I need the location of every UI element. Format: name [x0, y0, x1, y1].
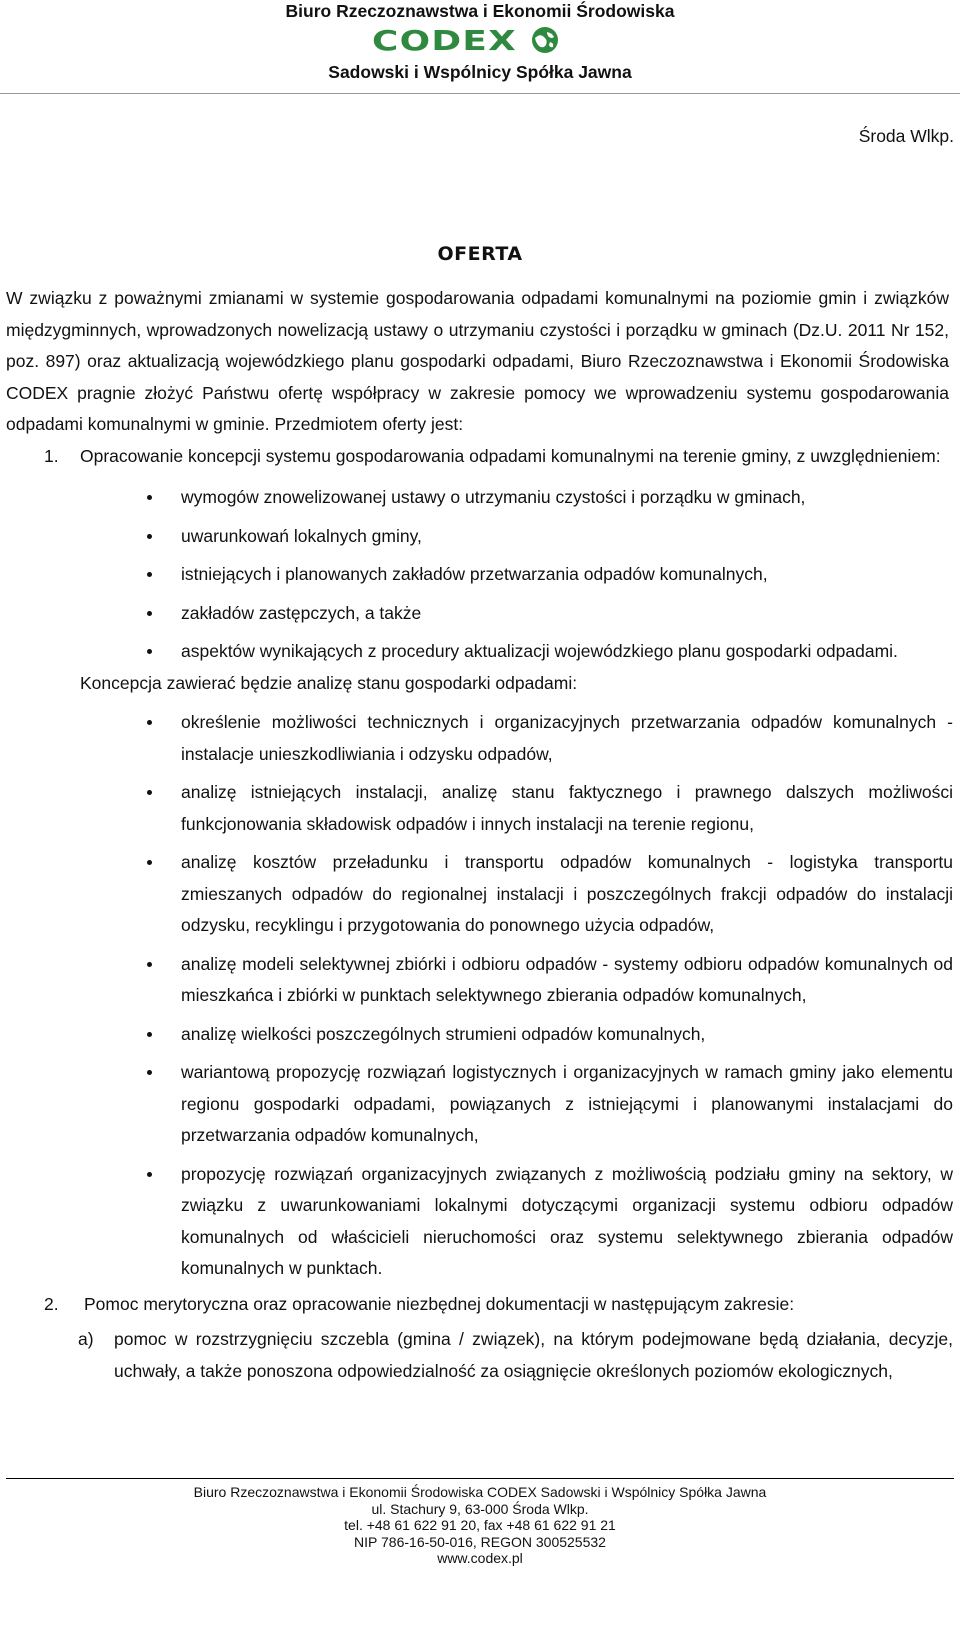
bullet-icon [147, 962, 152, 967]
codex-logo [372, 23, 518, 57]
footer-company: Biuro Rzeczoznawstwa i Ekonomii Środowiska CODEX Sadowski i Wspólnicy Spółka Jawna [193, 1484, 767, 1500]
analysis-list [6, 707, 953, 1285]
item-letter: a) [78, 1329, 94, 1349]
bullet-icon [147, 860, 152, 865]
footer-divider [6, 1478, 954, 1479]
footer-phone: tel. +48 61 622 91 20, fax +48 61 622 91 21 [344, 1517, 616, 1533]
footer-tax-ids: NIP 786-16-50-016, REGON 300525532 [354, 1533, 606, 1550]
bullet-icon [147, 611, 152, 616]
logo-text: CODEX [372, 23, 518, 57]
bullet-icon [147, 1070, 152, 1075]
offer-item-2a [6, 1324, 953, 1387]
list-item: istniejących i planowanych zakładów przetwarzania odpadów komunalnych, [6, 559, 953, 591]
bullet-icon [147, 1172, 152, 1177]
koncepcja-heading: Koncepcja zawierać będzie analizę stanu gospodarki odpadami: [80, 672, 578, 693]
list-item: analizę modeli selektywnej zbiórki i odbioru odpadów - systemy odbioru odpadów komunalnych od mieszkańca i zbiórki w punktach selektywnego zbierania odpadów komunalnych, [6, 949, 953, 1012]
bullet-icon [147, 1032, 152, 1037]
letterhead [0, 0, 960, 95]
bullet-icon [147, 495, 152, 500]
list-item: wariantową propozycję rozwiązań logistycznych i organizacyjnych w ramach gminy jako elementu regionu gospodarki odpadami, powiązanych z istniejącymi i planowanymi instalacjami do przetwarzania odpadów komunalnych, [6, 1057, 953, 1152]
bullet-icon [147, 534, 152, 539]
list-item: aspektów wynikających z procedury aktualizacji wojewódzkiego planu gospodarki odpadami. [6, 636, 953, 668]
company-name-top: Biuro Rzeczoznawstwa i Ekonomii Środowiska [285, 1, 675, 21]
considerations-list [6, 482, 953, 668]
document-title: OFERTA [437, 243, 523, 265]
list-item: analizę kosztów przeładunku i transportu odpadów komunalnych - logistyka transportu zmieszanych odpadów do regionalnej instalacji i poszczególnych frakcji odpadów do instalacji odzysku, recyklingu i przygotowania do ponownego użycia odpadów, [6, 847, 953, 942]
bullet-icon [147, 790, 152, 795]
company-name-bottom: Sadowski i Wspólnicy Spółka Jawna [328, 62, 632, 82]
globe-icon [530, 25, 560, 55]
list-item: propozycję rozwiązań organizacyjnych związanych z możliwością podziału gminy na sektory, w związku z uwarunkowaniami lokalnymi dotyczącymi organizacji systemu odbioru odpadów komunalnych od właścicieli nieruchomości oraz systemu selektywnego zbierania odpadów komunalnych w punktach. [6, 1159, 953, 1285]
bullet-icon [147, 720, 152, 725]
list-item: określenie możliwości technicznych i organizacyjnych przetwarzania odpadów komunalnych - instalacje unieszkodliwiania i odzysku odpadów, [6, 707, 953, 770]
bullet-icon [147, 572, 152, 577]
offer-item-1 [6, 441, 953, 473]
list-item: analizę wielkości poszczególnych strumieni odpadów komunalnych, [6, 1019, 953, 1051]
list-item: analizę istniejących instalacji, analizę stanu faktycznego i prawnego dalszych możliwości funkcjonowania składowisk odpadów i innych instalacji na terenie regionu, [6, 777, 953, 840]
footer [0, 1484, 960, 1567]
list-item: zakładów zastępczych, a także [6, 598, 953, 630]
list-item: uwarunkowań lokalnych gminy, [6, 521, 953, 553]
item-text: Opracowanie koncepcji systemu gospodarowania odpadami komunalnymi na terenie gminy, z uwzględnieniem: [80, 445, 941, 466]
footer-website: www.codex.pl [437, 1550, 523, 1566]
header-divider [0, 93, 960, 94]
document-body [6, 283, 953, 1387]
item-number: 1. [44, 445, 59, 466]
footer-address: ul. Stachury 9, 63-000 Środa Wlkp. [371, 1500, 589, 1517]
item-number: 2. [44, 1293, 59, 1314]
place-of-issue: Środa Wlkp. [858, 126, 954, 146]
item-text: pomoc w rozstrzygnięciu szczebla (gmina / związek), na którym podejmowane będą działania, decyzje, uchwały, a także ponoszona odpowiedzialność za osiągnięcie określonych poziomów ekologicznych, [114, 1329, 953, 1381]
bullet-icon [147, 649, 152, 654]
list-item: wymogów znowelizowanej ustawy o utrzymaniu czystości i porządku w gminach, [6, 482, 953, 514]
offer-item-2 [6, 1289, 953, 1321]
intro-paragraph: W związku z poważnymi zmianami w systemie gospodarowania odpadami komunalnymi na poziomie gmin i związków międzygminnych, wprowadzonych nowelizacją ustawy o utrzymaniu czystości i porządku w gminach (Dz.U. 2011 Nr 152, poz. 897) oraz aktualizacją wojewódzkiego planu gospodarki odpadami, Biuro Rzeczoznawstwa i Ekonomii Środowiska CODEX pragnie złożyć Państwu ofertę współpracy w zakresie pomocy we wprowadzeniu systemu gospodarowania odpadami komunalnymi w gminie. Przedmiotem oferty jest: [6, 288, 949, 434]
item-text: Pomoc merytoryczna oraz opracowanie niezbędnej dokumentacji w następującym zakresie: [84, 1293, 795, 1314]
